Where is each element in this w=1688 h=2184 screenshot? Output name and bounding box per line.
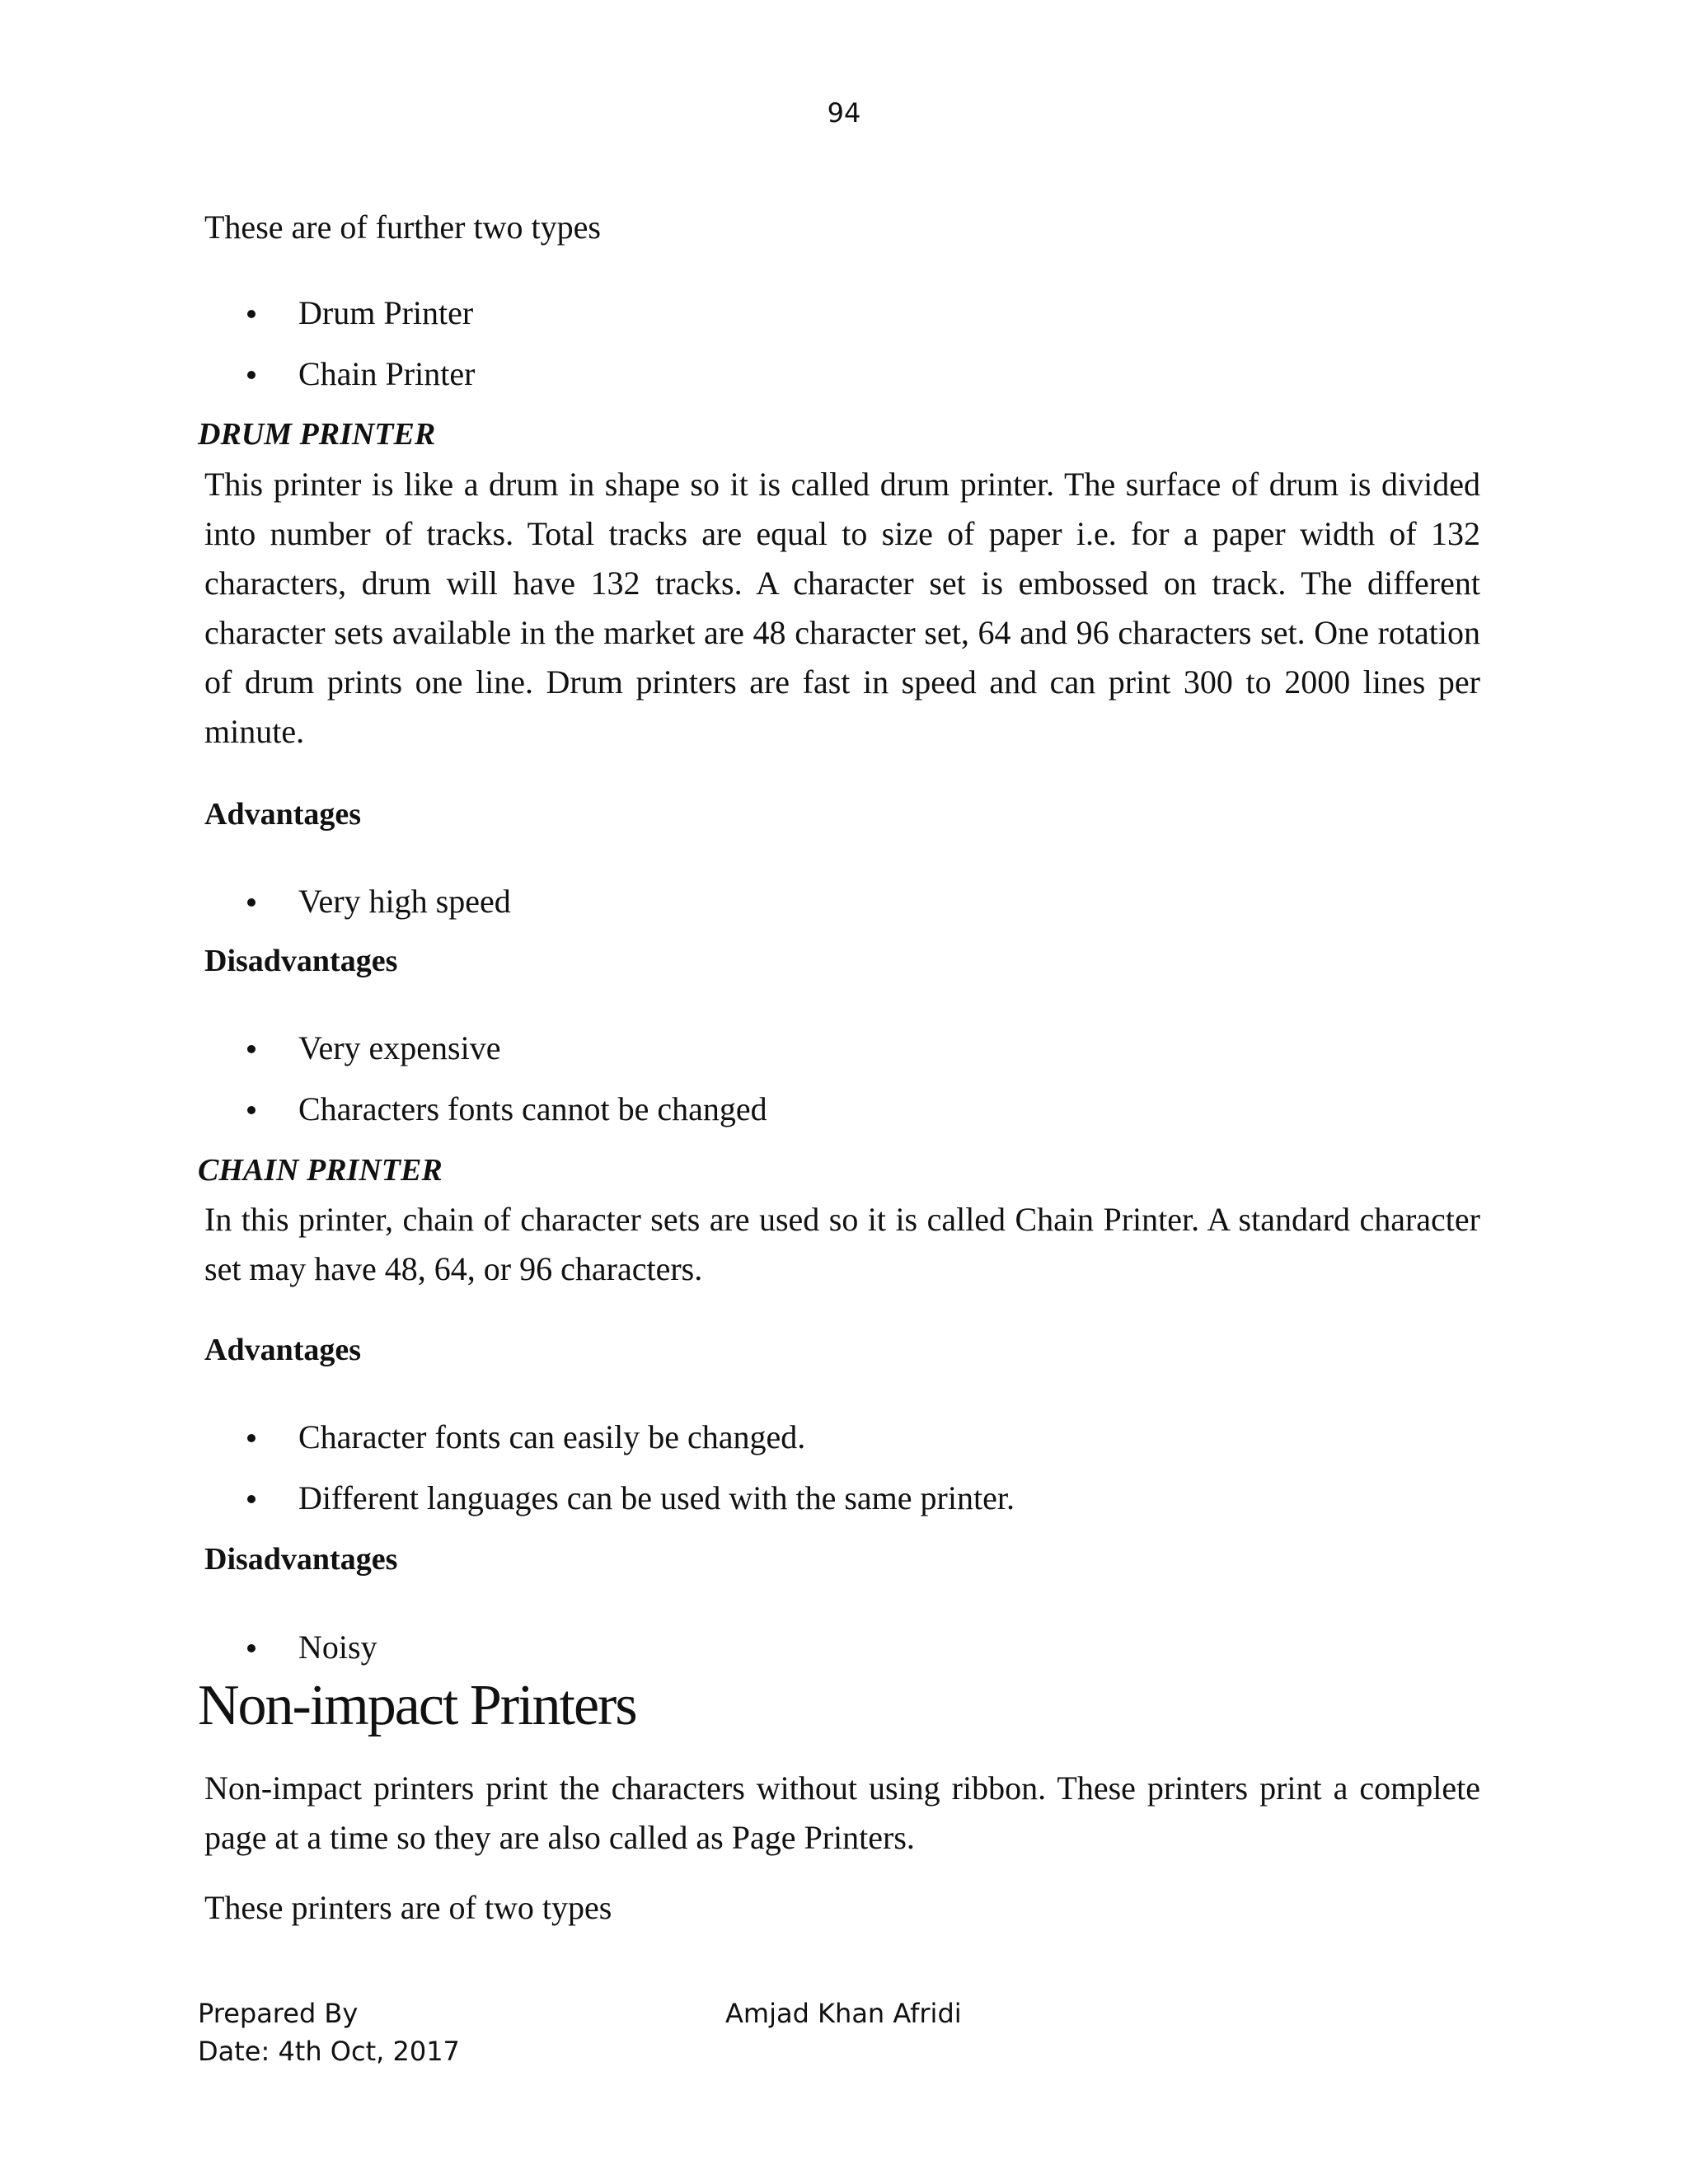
list-item	[247, 1418, 1015, 1457]
bullet-icon	[247, 1045, 256, 1053]
footer-author: Amjad Khan Afridi	[725, 1998, 962, 2029]
list-item-label: Chain Printer	[298, 355, 476, 392]
drum-disadvantages-heading: Disadvantages	[204, 944, 398, 978]
drum-printer-paragraph: This printer is like a drum in shape so it is called drum printer. The surface of drum is divided into number of tracks. Total tracks are equal to size of paper i.e. for a paper width of 132 characters, drum will have 132 tracks. A character set is embossed on track. The different character sets available in the market are 48 character set, 64 and 96 characters set. One rotation of drum prints one line. Drum printers are fast in speed and can print 300 to 2000 lines per minute.	[204, 466, 1480, 750]
list-item-label: Character fonts can easily be changed.	[298, 1418, 806, 1455]
chain-advantages-heading: Advantages	[204, 1333, 362, 1367]
non-impact-paragraph: Non-impact printers print the characters without using ribbon. These printers print a complete page at a time so they are also called as Page Printers.	[204, 1769, 1480, 1856]
bullet-icon	[247, 310, 256, 318]
bullet-icon	[247, 898, 256, 907]
list-item	[247, 1479, 1015, 1518]
list-item-label: Characters fonts cannot be changed	[298, 1090, 767, 1127]
footer-date: Date: 4th Oct, 2017	[198, 2036, 460, 2067]
list-item-label: Very high speed	[298, 883, 511, 920]
chain-printer-paragraph: In this printer, chain of character sets are used so it is called Chain Printer. A standard character set may have 48, 64, or 96 characters.	[204, 1201, 1480, 1287]
page-number: 94	[827, 97, 861, 129]
drum-advantages-heading: Advantages	[204, 797, 362, 832]
non-impact-types-line: These printers are of two types	[204, 1889, 612, 1926]
non-impact-heading: Non-impact Printers	[198, 1674, 636, 1737]
drum-advantages-list	[247, 882, 511, 921]
list-item-label: Noisy	[298, 1629, 377, 1666]
list-item-label: Different languages can be used with the same printer.	[298, 1479, 1015, 1516]
chain-advantages-list	[247, 1418, 1015, 1518]
drum-printer-title: DRUM PRINTER	[198, 417, 436, 452]
drum-disadvantages-list	[247, 1029, 767, 1129]
chain-disadvantages-list	[247, 1628, 377, 1667]
footer-prepared-by: Prepared By	[198, 1998, 359, 2029]
bullet-icon	[247, 1106, 256, 1114]
list-item	[247, 293, 475, 333]
chain-printer-title: CHAIN PRINTER	[198, 1153, 443, 1188]
list-item	[247, 882, 511, 921]
bullet-icon	[247, 1495, 256, 1503]
intro-line: These are of further two types	[204, 209, 601, 246]
list-item-label: Very expensive	[298, 1029, 501, 1066]
list-item-label: Drum Printer	[298, 294, 474, 331]
chain-disadvantages-heading: Disadvantages	[204, 1542, 398, 1577]
list-item	[247, 1628, 377, 1667]
list-item	[247, 1090, 767, 1129]
bullet-icon	[247, 371, 256, 379]
printer-types-list	[247, 293, 475, 394]
list-item	[247, 354, 475, 394]
list-item	[247, 1029, 767, 1068]
bullet-icon	[247, 1644, 256, 1652]
bullet-icon	[247, 1434, 256, 1442]
